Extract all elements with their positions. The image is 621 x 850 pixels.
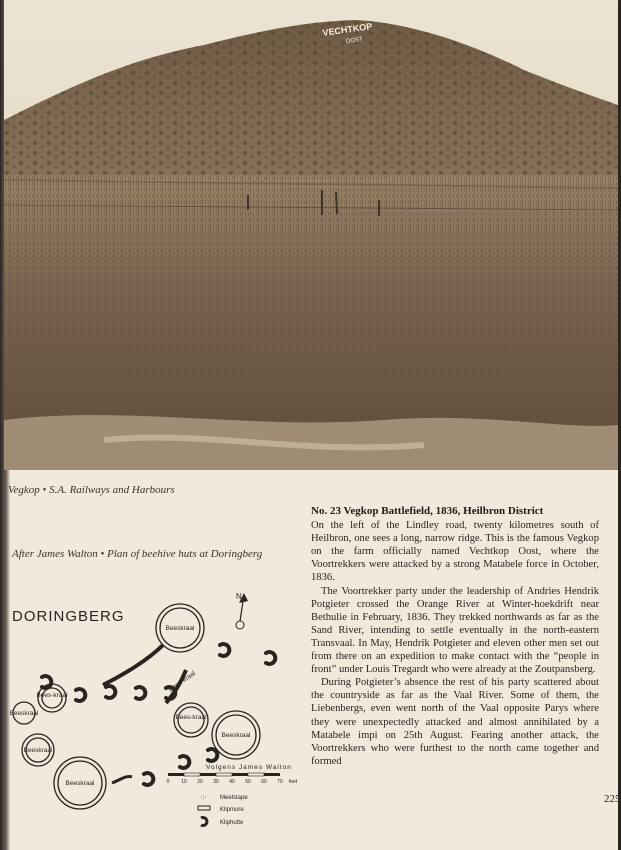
legend-marker-kliphutte bbox=[201, 818, 207, 826]
kliphut-marker bbox=[42, 676, 51, 688]
north-arrow-icon bbox=[236, 592, 248, 629]
legend-marker-meelstape: ·:· bbox=[200, 794, 207, 801]
kraal-label: Beeskraal bbox=[221, 732, 251, 739]
scale-tick: 30 bbox=[213, 779, 219, 785]
vegkop-photo bbox=[4, 0, 618, 470]
kraal-label: Beeskraal bbox=[23, 747, 53, 754]
beehive-huts-plan bbox=[8, 585, 308, 845]
kliphut-marker bbox=[76, 689, 85, 701]
north-label: N bbox=[236, 592, 242, 601]
scale-tick: 50 bbox=[245, 779, 251, 785]
article-heading: No. 23 Vegkop Battlefield, 1836, Heilbron District bbox=[311, 505, 544, 517]
kraal-label: Bees-kraal bbox=[175, 714, 207, 721]
legend-label: Meelstape bbox=[220, 795, 248, 801]
kliphut-marker bbox=[208, 749, 217, 761]
kraal-label: Beeskraal bbox=[165, 625, 195, 632]
kraal-label: Beeskraal bbox=[65, 780, 95, 787]
legend-label: Klipmure bbox=[220, 807, 244, 813]
scale-tick: 60 bbox=[261, 779, 267, 785]
scale-tick: 20 bbox=[197, 779, 203, 785]
kliphut-marker bbox=[220, 644, 229, 656]
scale-unit: feet bbox=[288, 779, 298, 785]
plan-legend bbox=[198, 794, 248, 826]
scale-tick: 40 bbox=[229, 779, 235, 785]
article-paragraph: On the left of the Lindley road, twenty kilometres south of Heilbron, one sees a long, narrow ridge. This is the famous Vegkop on the farm officially named Vechtkop Oost, where the Voortrekkers were attacked by a strong Matabele force in October, 1836. bbox=[311, 520, 599, 584]
hill-sign-subtext: OOST bbox=[345, 36, 364, 45]
legend-marker-klipmure bbox=[198, 806, 210, 810]
scale-bar bbox=[167, 773, 298, 785]
kliphut-marker bbox=[266, 652, 275, 664]
kraal-label: Beeskraal bbox=[9, 710, 39, 717]
kliphut-marker bbox=[106, 686, 115, 698]
scale-tick: 0 bbox=[166, 779, 170, 785]
kraal-label: Bees-kraal bbox=[167, 669, 197, 694]
photo-caption: Vegkop • S.A. Railways and Harbours bbox=[8, 484, 175, 496]
plan-caption: After James Walton • Plan of beehive huts at Doringberg bbox=[12, 548, 263, 560]
kliphut-marker bbox=[180, 756, 189, 768]
hill-sign-text: VECHTKOP bbox=[321, 21, 373, 38]
plan-title: DORINGBERG bbox=[12, 608, 125, 625]
scale-tick: 10 bbox=[181, 779, 187, 785]
page-number: 225 bbox=[604, 793, 621, 805]
kraal-label: Bees-kraal bbox=[36, 692, 68, 699]
article-paragraph: During Potgieter’s absence the rest of his party scattered about the countryside as far as the Vaal River. Some of them, the Liebenbergs, even went north of the Vaal opposite Parys where they were unexpectedly attacked and almost annihilated by a Matabele impi on 25th August. Fearing another attack, the Voortrekkers who were furthest to the north came together and formed bbox=[311, 677, 599, 767]
kliphut-marker bbox=[144, 773, 153, 785]
stone-wall bbox=[103, 645, 163, 685]
plan-credit: Volgens James Walton bbox=[206, 764, 292, 771]
article bbox=[311, 505, 599, 768]
scale-tick: 70 bbox=[277, 779, 283, 785]
stone-wall bbox=[112, 777, 132, 783]
kliphut-marker bbox=[136, 687, 145, 699]
legend-label: Kliphutte bbox=[220, 820, 244, 826]
article-paragraph: The Voortrekker party under the leadership of Andries Hendrik Potgieter crossed the Orange River at Winter-hoekdrift near Bethulie in February, 1836. They trekked northwards as far as the Sand River, intending to settle eventually in the north-eastern Transvaal. In May, Hendrik Potgieter and eleven other men set out from there on an expedition to make contact with the “people in front” under Louis Tregardt who were already at the Zoutpansberg. bbox=[311, 585, 599, 676]
